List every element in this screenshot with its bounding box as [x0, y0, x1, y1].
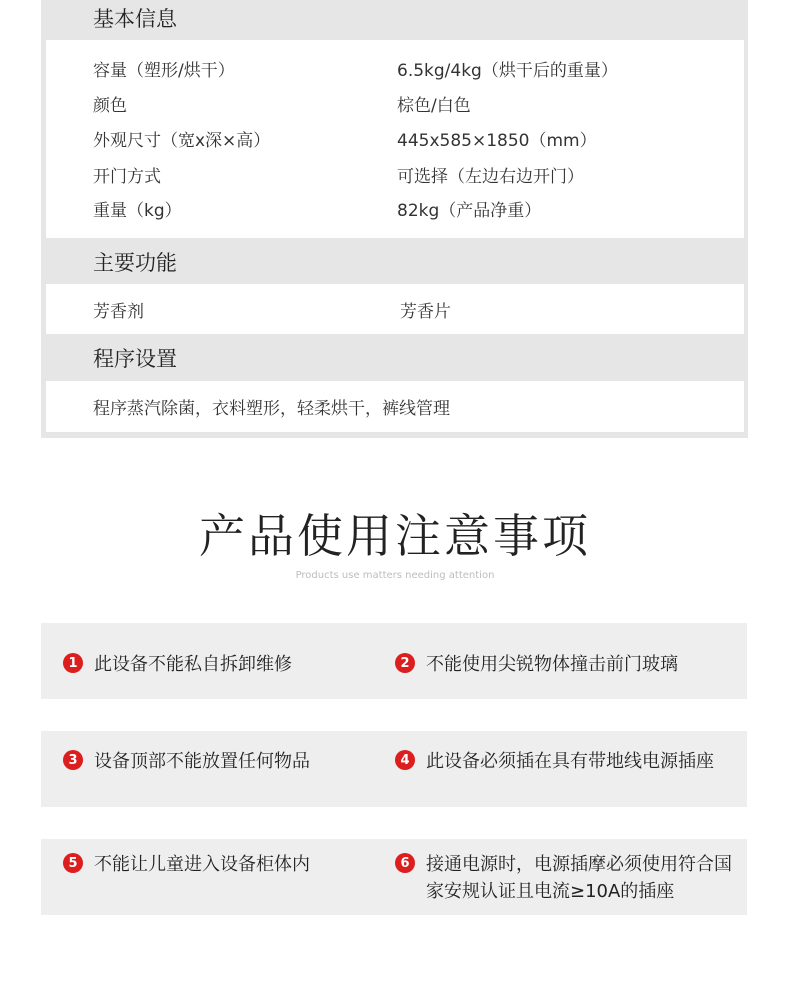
function-body: [46, 284, 744, 334]
program-title: 程序设置: [93, 347, 177, 371]
number-badge: 2: [395, 653, 415, 673]
notice-text: 此设备不能私自拆卸维修: [94, 654, 292, 675]
spec-key: 外观尺寸（宽x深×高）: [93, 131, 271, 151]
number-badge: 5: [63, 853, 83, 873]
function-key: 芳香剂: [93, 302, 144, 322]
program-heading: [41, 334, 748, 381]
notice-text: 不能使用尖锐物体撞击前门玻璃: [426, 654, 678, 675]
number-badge: 1: [63, 653, 83, 673]
notice-title: 产品使用注意事项: [199, 509, 591, 563]
spec-key: 容量（塑形/烘干）: [93, 61, 235, 81]
spec-key: 重量（kg）: [93, 201, 182, 221]
notice-text: 设备顶部不能放置任何物品: [94, 751, 310, 772]
notice-text: 接通电源时，电源插摩必须使用符合国家安规认证且电流≥10A的插座: [426, 854, 732, 902]
notice-item: [63, 748, 363, 775]
spec-row: [93, 56, 733, 80]
notice-item: [63, 651, 363, 678]
function-value: 芳香片: [400, 302, 451, 322]
basic-info-heading: [41, 0, 748, 40]
basic-info-title: 基本信息: [93, 7, 177, 31]
function-heading: [41, 238, 748, 284]
notice-subtitle: Products use matters needing attention: [295, 570, 495, 581]
basic-info-body: [46, 40, 744, 238]
notice-item: [395, 748, 740, 775]
notice-row: [41, 839, 747, 915]
notice-item: [63, 851, 363, 878]
notice-item: [395, 851, 740, 905]
spec-key: 颜色: [93, 96, 127, 116]
spec-value: 445x585×1850（mm）: [397, 131, 597, 151]
number-badge: 3: [63, 750, 83, 770]
program-text: 程序蒸汽除菌，衣料塑形，轻柔烘干，裤线管理: [93, 399, 450, 419]
notice-row: [41, 623, 747, 699]
spec-row: [93, 394, 733, 418]
spec-row: [93, 126, 733, 150]
notice-row: [41, 731, 747, 807]
spec-row: [93, 297, 733, 321]
function-title: 主要功能: [93, 251, 177, 275]
spec-row: [93, 196, 733, 220]
spec-value: 棕色/白色: [397, 96, 471, 116]
program-body: [46, 381, 744, 432]
spec-row: [93, 162, 733, 186]
spec-value: 6.5kg/4kg（烘干后的重量）: [397, 61, 618, 81]
spec-value: 82kg（产品净重）: [397, 201, 542, 221]
notice-text: 此设备必须插在具有带地线电源插座: [426, 751, 714, 772]
spec-value: 可选择（左边右边开门）: [397, 167, 584, 187]
notice-item: [395, 651, 740, 678]
spec-row: [93, 91, 733, 115]
number-badge: 4: [395, 750, 415, 770]
notice-text: 不能让儿童进入设备柜体内: [94, 854, 310, 875]
spec-key: 开门方式: [93, 167, 161, 187]
number-badge: 6: [395, 853, 415, 873]
spec-table: [41, 0, 748, 438]
